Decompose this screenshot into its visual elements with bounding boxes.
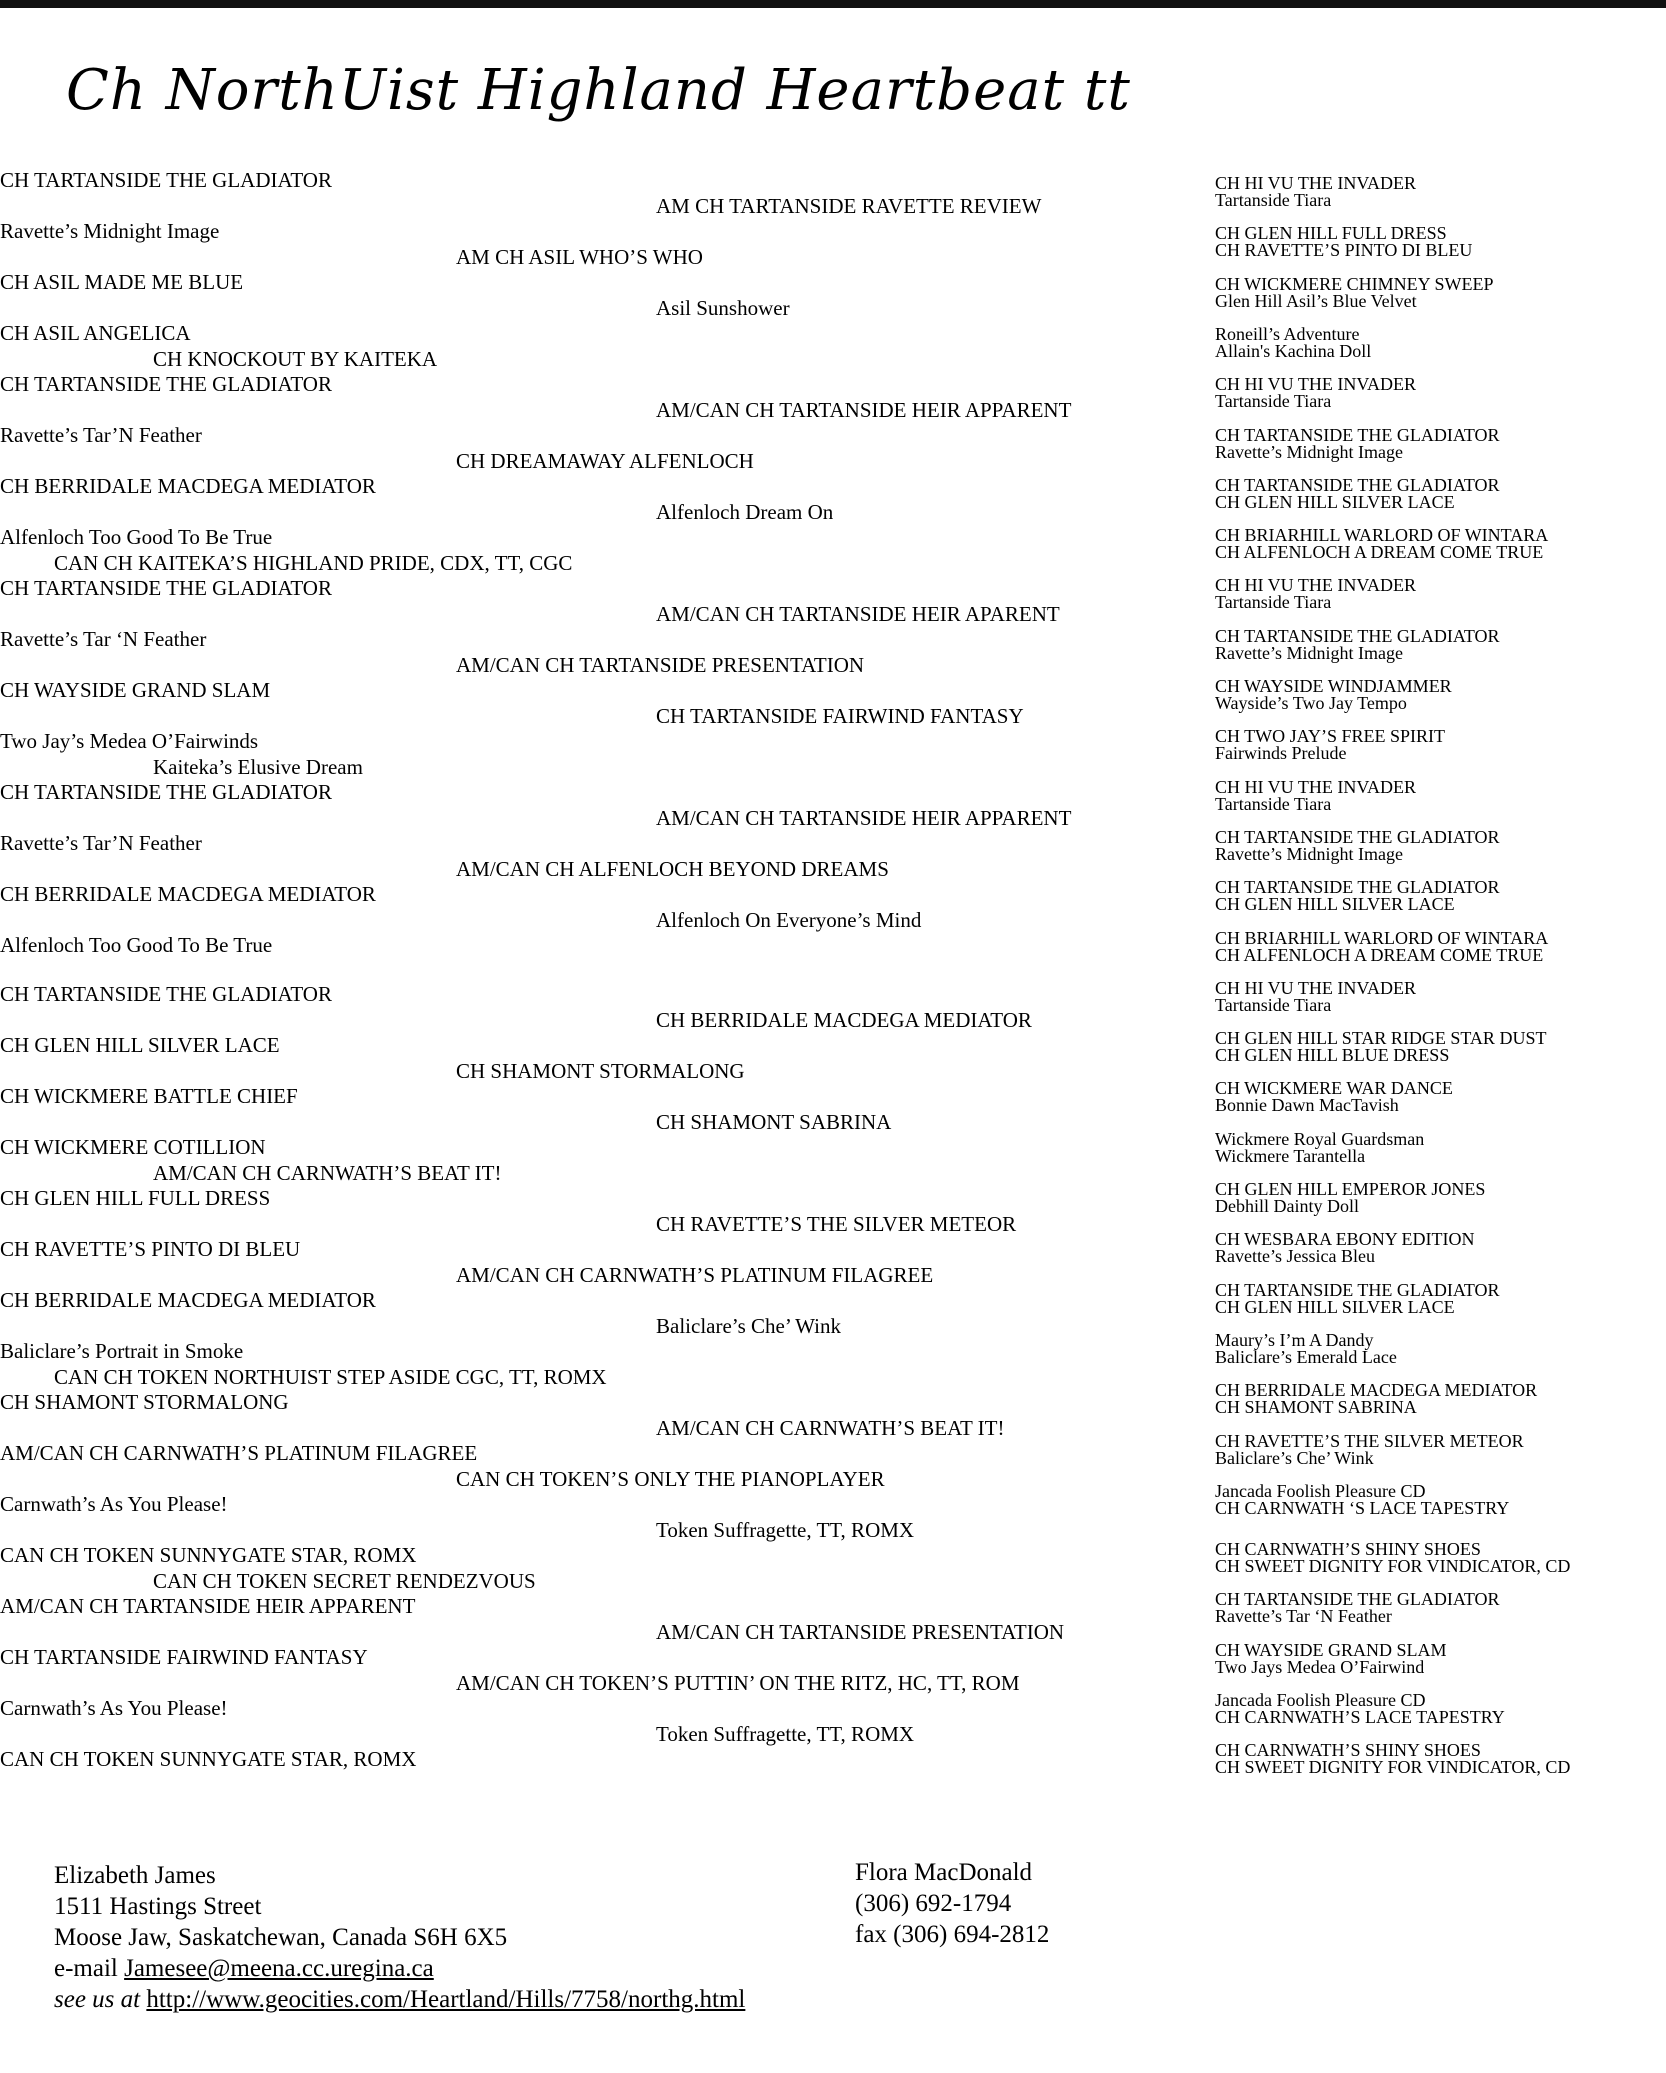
- pedigree-entry: AM/CAN CH TOKEN’S PUTTIN’ ON THE RITZ, HC, TT, ROM: [456, 1670, 1020, 1695]
- ancestor-pair: [1215, 776, 1417, 814]
- ancestor-sire: CH HI VU THE INVADER: [1215, 173, 1417, 193]
- pedigree-entry: CH ASIL ANGELICA: [0, 321, 191, 345]
- breeder-phone: (306) 692-1794: [855, 1890, 1012, 1917]
- ancestor-dam: Two Jays Medea O’Fairwind: [1215, 1656, 1425, 1677]
- ancestor-pair: [1215, 678, 1452, 712]
- ancestor-dam: Glen Hill Asil’s Blue Velvet: [1215, 290, 1417, 311]
- owner-street: 1511 Hastings Street: [54, 1893, 262, 1920]
- pedigree-entry: CH BERRIDALE MACDEGA MEDIATOR: [656, 1007, 1032, 1032]
- ancestor-dam: CH CARNWATH’S LACE TAPESTRY: [1215, 1707, 1505, 1727]
- ancestor-dam: Bonnie Dawn MacTavish: [1215, 1095, 1399, 1116]
- ancestor-dam: CH GLEN HILL SILVER LACE: [1215, 491, 1455, 512]
- ancestor-pair: [1215, 225, 1472, 259]
- pedigree-entry: AM/CAN CH CARNWATH’S PLATINUM FILAGREE: [456, 1262, 934, 1287]
- ancestor-pair: [1215, 1231, 1475, 1265]
- pedigree-entry: CAN CH TOKEN SUNNYGATE STAR, ROMX: [0, 1747, 417, 1771]
- ancestor-pair: [1215, 879, 1500, 913]
- ancestor-pair: [1215, 175, 1416, 209]
- ancestor-pair: [1215, 1430, 1524, 1468]
- pedigree-entry: Alfenloch Too Good To Be True: [0, 933, 273, 957]
- breeder-fax: fax (306) 694-2812: [855, 1921, 1050, 1948]
- ancestor-sire: CH HI VU THE INVADER: [1215, 977, 1417, 998]
- pedigree-entry: CH RAVETTE’S THE SILVER METEOR: [656, 1211, 1017, 1236]
- pedigree-entry: CH SHAMONT STORMALONG: [0, 1390, 289, 1414]
- ancestor-sire: CH BERRIDALE MACDEGA MEDIATOR: [1215, 1380, 1538, 1401]
- pedigree-entry: CH KNOCKOUT BY KAITEKA: [153, 346, 438, 371]
- breeder-contact: [855, 1857, 1049, 1950]
- ancestor-dam: CH GLEN HILL SILVER LACE: [1215, 894, 1455, 915]
- pedigree-entry: CH BERRIDALE MACDEGA MEDIATOR: [0, 1288, 376, 1312]
- pedigree-entry: AM/CAN CH CARNWATH’S BEAT IT!: [153, 1160, 502, 1185]
- email-line: [54, 1953, 745, 1984]
- ancestor-pair: [1215, 625, 1500, 663]
- ancestor-sire: CH HI VU THE INVADER: [1215, 575, 1417, 596]
- pedigree-entry: CAN CH TOKEN’S ONLY THE PIANOPLAYER: [456, 1466, 885, 1491]
- pedigree-entry: Ravette’s Tar ‘N Feather: [0, 627, 207, 651]
- ancestor-pair: [1215, 527, 1548, 561]
- ancestor-dam: Tartanside Tiara: [1215, 994, 1332, 1015]
- ancestor-dam: CH SWEET DIGNITY FOR VINDICATOR, CD: [1215, 1556, 1571, 1577]
- ancestor-pair: [1215, 728, 1445, 762]
- ancestor-pair: [1215, 1639, 1447, 1677]
- ancestor-sire: Wickmere Royal Guardsman: [1215, 1128, 1425, 1149]
- ancestor-pair: [1215, 826, 1500, 864]
- ancestor-sire: CH TARTANSIDE THE GLADIATOR: [1215, 826, 1500, 847]
- pedigree-entry: Ravette’s Tar’N Feather: [0, 831, 202, 855]
- breeder-name: Flora MacDonald: [855, 1859, 1033, 1886]
- pedigree-entry: CH DREAMAWAY ALFENLOCH: [456, 448, 754, 473]
- pedigree-entry: Baliclare’s Portrait in Smoke: [0, 1339, 244, 1363]
- pedigree-entry: Ravette’s Midnight Image: [0, 219, 220, 243]
- pedigree-entry: AM/CAN CH TARTANSIDE HEIR APARENT: [656, 601, 1060, 626]
- pedigree-entry: CH GLEN HILL SILVER LACE: [0, 1033, 280, 1057]
- pedigree-entry: CAN CH KAITEKA’S HIGHLAND PRIDE, CDX, TT, CGC: [54, 550, 573, 575]
- owner-city: Moose Jaw, Saskatchewan, Canada S6H 6X5: [54, 1924, 508, 1951]
- email-link[interactable]: Jamesee@meena.cc.uregina.ca: [124, 1955, 434, 1982]
- ancestor-sire: CH TWO JAY’S FREE SPIRIT: [1215, 726, 1446, 747]
- ancestor-dam: Allain's Kachina Doll: [1215, 340, 1372, 361]
- ancestor-dam: CH GLEN HILL SILVER LACE: [1215, 1296, 1455, 1317]
- page-title: Ch NorthUist Highland Heartbeat tt: [66, 58, 1131, 123]
- ancestor-pair: [1215, 1591, 1500, 1625]
- pedigree-entry: CAN CH TOKEN NORTHUIST STEP ASIDE CGC, TT, ROMX: [54, 1364, 607, 1389]
- ancestor-sire: Roneill’s Adventure: [1215, 323, 1360, 344]
- ancestor-pair: [1215, 424, 1500, 462]
- pedigree-entry: CH RAVETTE’S PINTO DI BLEU: [0, 1237, 301, 1261]
- ancestor-sire: CH TARTANSIDE THE GLADIATOR: [1215, 424, 1500, 445]
- pedigree-entry: CH SHAMONT STORMALONG: [456, 1058, 745, 1083]
- ancestor-dam: Tartanside Tiara: [1215, 190, 1332, 210]
- pedigree-entry: CAN CH TOKEN SUNNYGATE STAR, ROMX: [0, 1543, 417, 1567]
- ancestor-pair: [1215, 1128, 1425, 1166]
- ancestor-dam: Baliclare’s Che’ Wink: [1215, 1447, 1374, 1468]
- ancestor-pair: [1215, 1382, 1537, 1416]
- pedigree-entry: CH TARTANSIDE THE GLADIATOR: [0, 168, 332, 192]
- ancestor-dam: Debhill Dainty Doll: [1215, 1196, 1359, 1216]
- ancestor-dam: CH SWEET DIGNITY FOR VINDICATOR, CD: [1215, 1757, 1571, 1778]
- ancestor-sire: CH BRIARHILL WARLORD OF WINTARA: [1215, 927, 1549, 948]
- ancestor-pair: [1215, 1742, 1570, 1776]
- ancestor-pair: [1215, 1080, 1453, 1114]
- ancestor-pair: [1215, 577, 1416, 611]
- pedigree-entry: CH BERRIDALE MACDEGA MEDIATOR: [0, 474, 376, 498]
- ancestor-sire: CH BRIARHILL WARLORD OF WINTARA: [1215, 525, 1549, 546]
- pedigree-entry: Token Suffragette, TT, ROMX: [656, 1721, 915, 1746]
- ancestor-sire: Maury’s I’m A Dandy: [1215, 1329, 1374, 1350]
- pedigree-entry: Alfenloch On Everyone’s Mind: [656, 907, 922, 932]
- website-label: see us at: [54, 1986, 147, 2013]
- pedigree-entry: Alfenloch Too Good To Be True: [0, 525, 273, 549]
- owner-contact: [54, 1860, 745, 2015]
- ancestor-sire: CH WICKMERE WAR DANCE: [1215, 1078, 1453, 1099]
- ancestor-dam: Wickmere Tarantella: [1215, 1145, 1366, 1166]
- owner-name: Elizabeth James: [54, 1862, 216, 1889]
- pedigree-entry: CH ASIL MADE ME BLUE: [0, 270, 244, 294]
- ancestor-dam: Tartanside Tiara: [1215, 793, 1332, 814]
- pedigree-entry: AM/CAN CH CARNWATH’S PLATINUM FILAGREE: [0, 1441, 478, 1465]
- ancestor-sire: Jancada Foolish Pleasure CD: [1215, 1690, 1426, 1710]
- ancestor-sire: Jancada Foolish Pleasure CD: [1215, 1480, 1426, 1501]
- ancestor-sire: CH TARTANSIDE THE GLADIATOR: [1215, 474, 1500, 495]
- pedigree-entry: Token Suffragette, TT, ROMX: [656, 1517, 915, 1542]
- ancestor-sire: CH TARTANSIDE THE GLADIATOR: [1215, 625, 1500, 646]
- pedigree-entry: Asil Sunshower: [656, 295, 790, 320]
- pedigree-entry: Carnwath’s As You Please!: [0, 1492, 228, 1516]
- ancestor-sire: CH TARTANSIDE THE GLADIATOR: [1215, 1589, 1500, 1610]
- pedigree-entry: CH GLEN HILL FULL DRESS: [0, 1186, 271, 1210]
- ancestor-sire: CH HI VU THE INVADER: [1215, 776, 1417, 797]
- email-label: e-mail: [54, 1955, 125, 1982]
- ancestor-dam: Ravette’s Midnight Image: [1215, 843, 1403, 864]
- pedigree-entry: Alfenloch Dream On: [656, 499, 834, 524]
- pedigree-entry: AM/CAN CH TARTANSIDE PRESENTATION: [656, 1619, 1065, 1644]
- pedigree-entry: CH SHAMONT SABRINA: [656, 1109, 892, 1134]
- ancestor-pair: [1215, 1329, 1397, 1367]
- pedigree-entry: CAN CH TOKEN SECRET RENDEZVOUS: [153, 1568, 536, 1593]
- pedigree-entry: CH TARTANSIDE FAIRWIND FANTASY: [656, 703, 1024, 728]
- ancestor-pair: [1215, 1279, 1500, 1317]
- pedigree-entry: Kaiteka’s Elusive Dream: [153, 754, 363, 779]
- pedigree-entry: AM/CAN CH TARTANSIDE HEIR APPARENT: [0, 1594, 416, 1618]
- ancestor-dam: Ravette’s Jessica Bleu: [1215, 1246, 1375, 1267]
- pedigree-entry: CH TARTANSIDE THE GLADIATOR: [0, 576, 332, 600]
- pedigree-entry: CH BERRIDALE MACDEGA MEDIATOR: [0, 882, 376, 906]
- ancestor-sire: CH WAYSIDE GRAND SLAM: [1215, 1639, 1447, 1660]
- ancestor-pair: [1215, 273, 1494, 311]
- ancestor-dam: CH CARNWATH ‘S LACE TAPESTRY: [1215, 1497, 1510, 1518]
- pedigree-entry: AM/CAN CH CARNWATH’S BEAT IT!: [656, 1415, 1005, 1440]
- website-line: [54, 1984, 745, 2015]
- ancestor-dam: Tartanside Tiara: [1215, 592, 1332, 613]
- ancestor-pair: [1215, 977, 1417, 1015]
- ancestor-pair: [1215, 1541, 1570, 1575]
- pedigree-entry: AM/CAN CH TARTANSIDE HEIR APPARENT: [656, 397, 1072, 422]
- ancestor-sire: CH TARTANSIDE THE GLADIATOR: [1215, 877, 1500, 898]
- ancestor-dam: CH RAVETTE’S PINTO DI BLEU: [1215, 240, 1473, 261]
- pedigree-entry: CH WAYSIDE GRAND SLAM: [0, 678, 271, 702]
- ancestor-pair: [1215, 1480, 1510, 1518]
- ancestor-sire: CH GLEN HILL EMPEROR JONES: [1215, 1179, 1486, 1199]
- pedigree-entry: CH WICKMERE BATTLE CHIEF: [0, 1084, 298, 1108]
- pedigree-entry: Baliclare’s Che’ Wink: [656, 1313, 841, 1338]
- ancestor-dam: Ravette’s Midnight Image: [1215, 642, 1403, 663]
- pedigree-entry: AM/CAN CH TARTANSIDE HEIR APPARENT: [656, 805, 1072, 830]
- top-border: [0, 0, 1666, 8]
- ancestor-sire: CH GLEN HILL FULL DRESS: [1215, 223, 1447, 244]
- pedigree-entry: AM/CAN CH ALFENLOCH BEYOND DREAMS: [456, 856, 889, 881]
- pedigree-entry: AM CH TARTANSIDE RAVETTE REVIEW: [656, 193, 1042, 218]
- ancestor-sire: CH GLEN HILL STAR RIDGE STAR DUST: [1215, 1028, 1547, 1049]
- ancestor-dam: Wayside’s Two Jay Tempo: [1215, 693, 1407, 713]
- ancestor-sire: CH TARTANSIDE THE GLADIATOR: [1215, 1279, 1500, 1300]
- ancestor-pair: [1215, 376, 1416, 410]
- ancestor-sire: CH HI VU THE INVADER: [1215, 374, 1417, 395]
- pedigree-entry: CH TARTANSIDE THE GLADIATOR: [0, 372, 332, 396]
- ancestor-dam: Ravette’s Tar ‘N Feather: [1215, 1606, 1392, 1627]
- ancestor-dam: CH SHAMONT SABRINA: [1215, 1397, 1417, 1418]
- pedigree-entry: AM/CAN CH TARTANSIDE PRESENTATION: [456, 652, 865, 677]
- ancestor-pair: [1215, 1692, 1505, 1726]
- ancestor-sire: CH WESBARA EBONY EDITION: [1215, 1229, 1475, 1250]
- ancestor-pair: [1215, 1030, 1546, 1064]
- pedigree-entry: CH TARTANSIDE THE GLADIATOR: [0, 982, 332, 1006]
- pedigree-entry: AM CH ASIL WHO’S WHO: [456, 244, 703, 269]
- ancestor-dam: CH ALFENLOCH A DREAM COME TRUE: [1215, 542, 1544, 563]
- ancestor-sire: CH CARNWATH’S SHINY SHOES: [1215, 1539, 1481, 1560]
- pedigree-entry: CH TARTANSIDE FAIRWIND FANTASY: [0, 1645, 368, 1669]
- website-link[interactable]: http://www.geocities.com/Heartland/Hills/7758/northg.html: [146, 1986, 746, 2013]
- ancestor-sire: CH CARNWATH’S SHINY SHOES: [1215, 1740, 1481, 1761]
- ancestor-sire: CH WAYSIDE WINDJAMMER: [1215, 676, 1452, 696]
- ancestor-dam: Baliclare’s Emerald Lace: [1215, 1346, 1397, 1367]
- pedigree-entry: Carnwath’s As You Please!: [0, 1696, 228, 1720]
- ancestor-dam: Tartanside Tiara: [1215, 391, 1332, 412]
- ancestor-dam: CH ALFENLOCH A DREAM COME TRUE: [1215, 944, 1544, 965]
- ancestor-pair: [1215, 927, 1549, 965]
- pedigree-entry: CH WICKMERE COTILLION: [0, 1135, 266, 1159]
- ancestor-dam: Ravette’s Midnight Image: [1215, 441, 1403, 462]
- ancestor-pair: [1215, 323, 1372, 361]
- ancestor-dam: CH GLEN HILL BLUE DRESS: [1215, 1045, 1450, 1066]
- pedigree-entry: Two Jay’s Medea O’Fairwinds: [0, 729, 259, 753]
- pedigree-entry: Ravette’s Tar’N Feather: [0, 423, 202, 447]
- ancestor-sire: CH RAVETTE’S THE SILVER METEOR: [1215, 1430, 1524, 1451]
- ancestor-dam: Fairwinds Prelude: [1215, 743, 1347, 764]
- ancestor-sire: CH WICKMERE CHIMNEY SWEEP: [1215, 273, 1494, 294]
- ancestor-pair: [1215, 474, 1500, 512]
- ancestor-pair: [1215, 1181, 1485, 1215]
- pedigree-entry: CH TARTANSIDE THE GLADIATOR: [0, 780, 332, 804]
